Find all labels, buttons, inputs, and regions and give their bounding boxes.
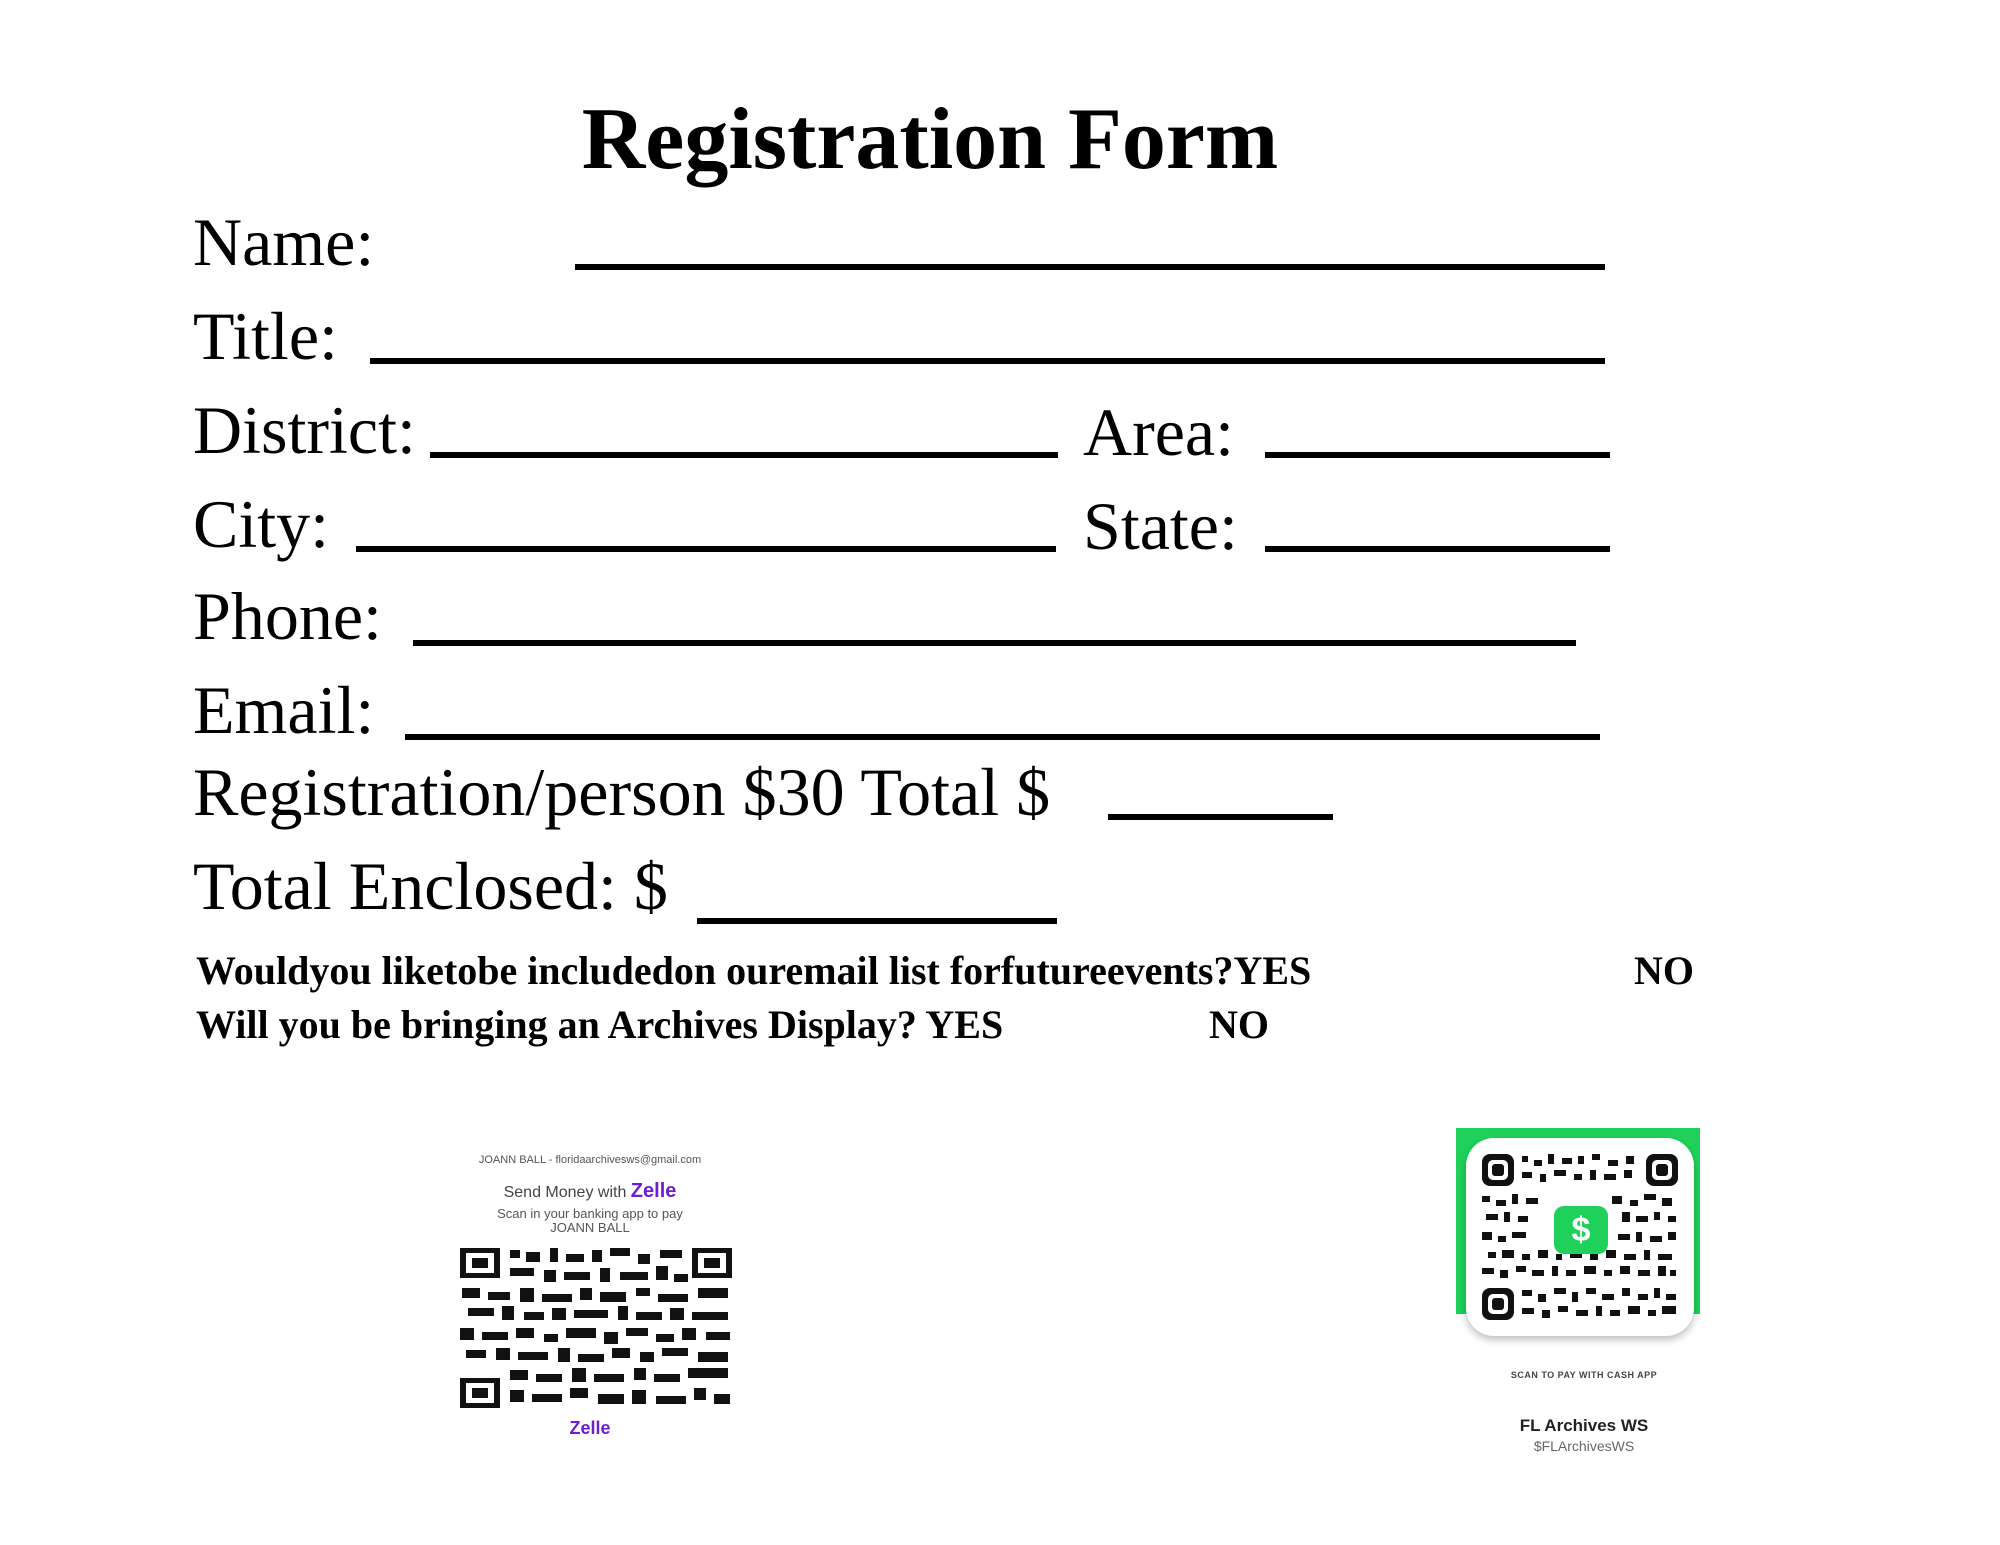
email-label: Email: bbox=[193, 672, 375, 748]
name-field[interactable] bbox=[575, 264, 1605, 270]
cashapp-payment-card bbox=[1456, 1128, 1712, 1458]
zelle-footer-logo: Zelle bbox=[569, 1418, 611, 1438]
phone-label: Phone: bbox=[193, 578, 382, 654]
cashapp-caption: SCAN TO PAY WITH CASH APP bbox=[1510, 1370, 1658, 1380]
state-field[interactable] bbox=[1265, 546, 1610, 552]
cashapp-cashtag: $FLArchivesWS bbox=[1533, 1438, 1635, 1454]
cashapp-dollar-icon: $ bbox=[1571, 1211, 1591, 1249]
email-list-question[interactable]: Wouldyou liketobe includedon ouremail list forfutureevents?YES bbox=[196, 948, 1312, 993]
city-label: City: bbox=[193, 486, 330, 562]
total-enclosed-label: Total Enclosed: $ bbox=[193, 848, 668, 924]
display-question[interactable]: Will you be bringing an Archives Display? YES bbox=[196, 1002, 1004, 1047]
registration-total-field[interactable] bbox=[1108, 814, 1333, 820]
cashapp-account-name: FL Archives WS bbox=[1519, 1416, 1649, 1435]
registration-label: Registration/person $30 Total $ bbox=[193, 754, 1051, 830]
zelle-send-prefix: Send Money with bbox=[503, 1184, 631, 1201]
phone-field[interactable] bbox=[413, 640, 1576, 646]
zelle-header: JOANN BALL - floridaarchivesws@gmail.com bbox=[478, 1154, 702, 1166]
email-field[interactable] bbox=[405, 734, 1600, 740]
zelle-brand: Zelle bbox=[630, 1180, 677, 1202]
zelle-scan-line-2: JOANN BALL bbox=[550, 1220, 630, 1235]
city-field[interactable] bbox=[356, 546, 1056, 552]
area-label: Area: bbox=[1083, 394, 1235, 470]
cashapp-qr-panel bbox=[1466, 1138, 1694, 1336]
name-label: Name: bbox=[193, 204, 375, 280]
area-field[interactable] bbox=[1265, 452, 1610, 458]
district-field[interactable] bbox=[430, 452, 1058, 458]
page-title: Registration Form bbox=[581, 91, 1279, 188]
state-label: State: bbox=[1083, 488, 1238, 564]
title-label: Title: bbox=[193, 298, 338, 374]
email-list-no-option[interactable]: NO bbox=[1634, 948, 1694, 993]
display-no-option[interactable]: NO bbox=[1209, 1002, 1269, 1047]
zelle-send-line bbox=[420, 1180, 760, 1203]
title-field[interactable] bbox=[370, 358, 1605, 364]
district-label: District: bbox=[193, 392, 416, 468]
zelle-payment-card bbox=[420, 1128, 760, 1458]
zelle-qr-code-icon bbox=[460, 1248, 732, 1408]
zelle-scan-line-1: Scan in your banking app to pay bbox=[497, 1206, 683, 1221]
total-enclosed-field[interactable] bbox=[697, 918, 1057, 924]
